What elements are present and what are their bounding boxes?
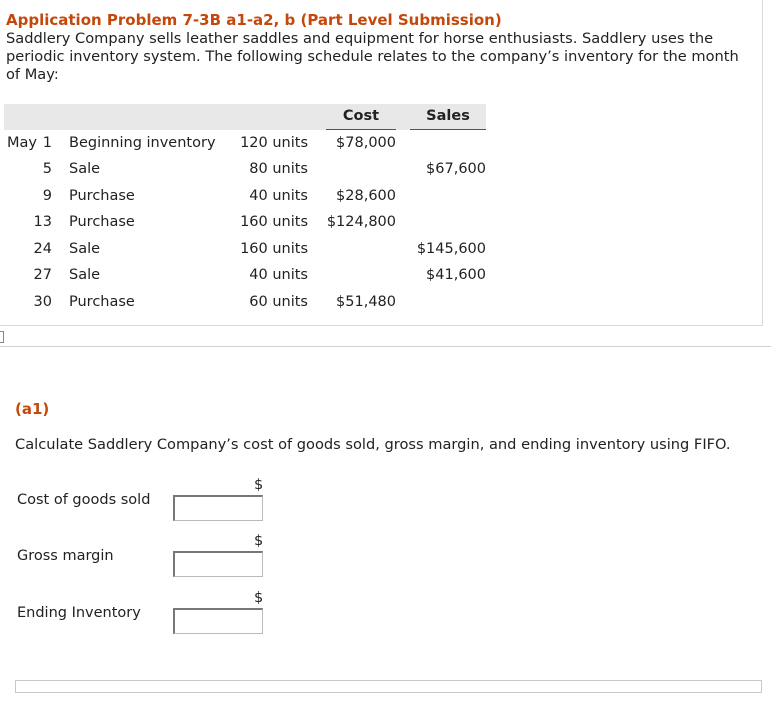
row-cost: $78,000 xyxy=(336,135,396,151)
row-description: Purchase xyxy=(69,188,135,204)
row-units: 160 units xyxy=(240,214,308,230)
row-day: 1 xyxy=(42,135,52,151)
row-units: 120 units xyxy=(240,135,308,151)
row-description: Purchase xyxy=(69,294,135,310)
row-description: Purchase xyxy=(69,214,135,230)
row-day: 9 xyxy=(42,188,52,204)
part-instruction: Calculate Saddlery Company’s cost of goods sold, gross margin, and ending inventory using FIFO. xyxy=(15,436,731,453)
gross-margin-currency: $ xyxy=(254,533,264,549)
part-label: (a1) xyxy=(15,400,50,418)
row-cost: $124,800 xyxy=(326,214,396,230)
row-units: 40 units xyxy=(249,188,308,204)
ending-inventory-input[interactable] xyxy=(173,608,263,634)
row-cost: $51,480 xyxy=(336,294,396,310)
ending-inventory-currency: $ xyxy=(254,590,264,606)
row-month: May xyxy=(7,135,37,151)
table-row xyxy=(0,188,500,208)
section-divider xyxy=(0,346,771,347)
column-header-cost: Cost xyxy=(326,104,396,130)
problem-description: Saddlery Company sells leather saddles and equipment for horse enthusiasts. Saddlery uses the periodic inventory system. The following schedule relates to the company’s inventory for the month of May: xyxy=(6,30,739,83)
ending-inventory-label: Ending Inventory xyxy=(17,605,141,621)
table-row xyxy=(0,161,500,181)
row-units: 80 units xyxy=(249,161,308,177)
row-description: Beginning inventory xyxy=(69,135,216,151)
table-row xyxy=(0,294,500,314)
row-units: 160 units xyxy=(240,241,308,257)
row-sales: $41,600 xyxy=(426,267,486,283)
cogs-label: Cost of goods sold xyxy=(17,492,151,508)
cogs-currency: $ xyxy=(254,477,264,493)
row-units: 60 units xyxy=(249,294,308,310)
row-description: Sale xyxy=(69,267,101,283)
row-sales: $67,600 xyxy=(426,161,486,177)
table-row xyxy=(0,135,500,155)
row-day: 13 xyxy=(33,214,52,230)
row-day: 30 xyxy=(33,294,52,310)
table-row xyxy=(0,267,500,287)
bottom-panel xyxy=(15,680,762,693)
gross-margin-label: Gross margin xyxy=(17,548,114,564)
row-sales: $145,600 xyxy=(416,241,486,257)
row-day: 27 xyxy=(33,267,52,283)
cogs-input[interactable] xyxy=(173,495,263,521)
table-row xyxy=(0,241,500,261)
row-units: 40 units xyxy=(249,267,308,283)
problem-panel xyxy=(0,0,763,326)
row-description: Sale xyxy=(69,241,101,257)
row-day: 5 xyxy=(42,161,52,177)
row-description: Sale xyxy=(69,161,101,177)
row-cost: $28,600 xyxy=(336,188,396,204)
problem-title: Application Problem 7-3B a1-a2, b (Part Level Submission) xyxy=(6,11,502,29)
table-row xyxy=(0,214,500,234)
collapse-handle[interactable] xyxy=(0,331,4,343)
column-header-sales: Sales xyxy=(410,104,486,130)
row-day: 24 xyxy=(33,241,52,257)
gross-margin-input[interactable] xyxy=(173,551,263,577)
